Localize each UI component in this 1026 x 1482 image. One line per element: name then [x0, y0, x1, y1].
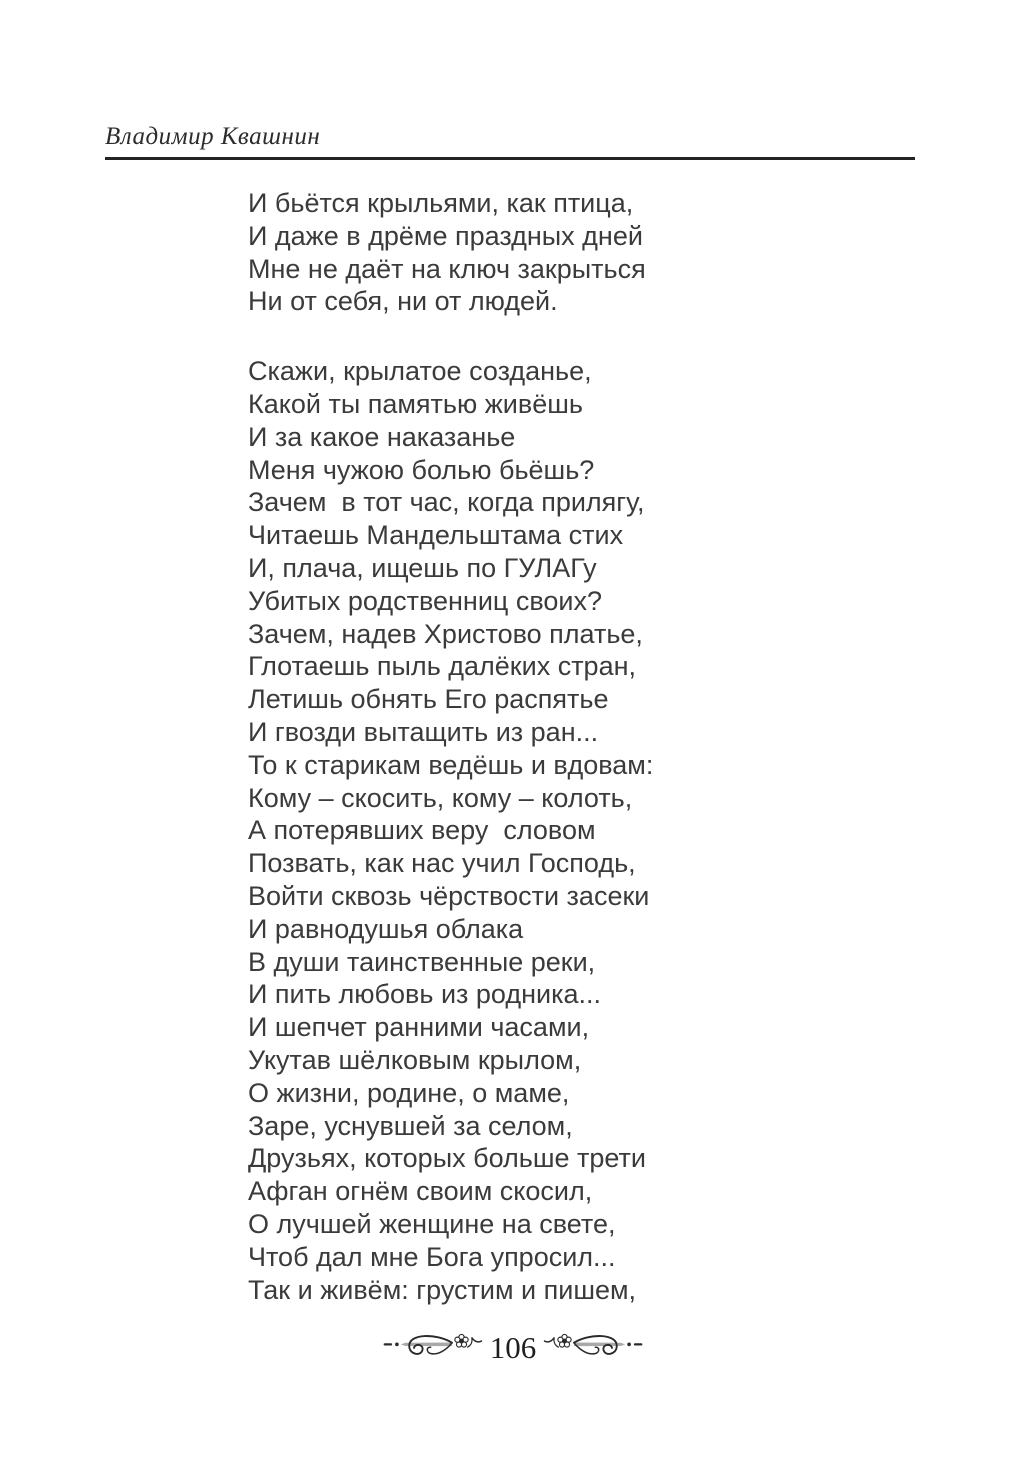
footer-flourish-right-icon	[543, 1328, 643, 1366]
poem-line: И за какое наказанье	[248, 421, 516, 452]
poem-line: Меня чужою болью бьёшь?	[248, 454, 595, 485]
poem-line: Летишь обнять Его распятье	[248, 684, 609, 715]
poem-line: И даже в дрёме праздных дней	[248, 220, 643, 251]
poem-line: Мне не даёт на ключ закрыться	[248, 253, 646, 284]
page-number: 106	[489, 1329, 537, 1365]
rosette-icon	[455, 1334, 468, 1347]
footer-flourish-left-icon	[383, 1328, 483, 1366]
poem-line: То к старикам ведёшь и вдовам:	[248, 749, 654, 780]
stanza	[248, 355, 653, 1306]
poem-line: Зачем в тот час, когда прилягу,	[248, 487, 645, 518]
poem-line: И гвозди вытащить из ран...	[248, 716, 599, 747]
poem-line: Ни от себя, ни от людей.	[248, 286, 558, 317]
poem-line: Войти сквозь чёрствости засеки	[248, 880, 650, 911]
header-rule	[105, 157, 915, 160]
poem-line: Заре, уснувшей за селом,	[248, 1110, 573, 1141]
poem-line: И бьётся крыльями, как птица,	[248, 188, 634, 218]
poem-line: И, плача, ищешь по ГУЛАГу	[248, 552, 597, 583]
poem-line: А потерявших веру словом	[248, 815, 596, 846]
running-header-author: Владимир Квашнин	[105, 123, 321, 150]
poem-line: И шепчет ранними часами,	[248, 1012, 590, 1043]
poem-line: Позвать, как нас учил Господь,	[248, 848, 636, 879]
rosette-icon	[558, 1334, 571, 1347]
poem-line: Зачем, надев Христово платье,	[248, 618, 643, 649]
poem-line: Скажи, крылатое созданье,	[248, 356, 592, 387]
poem-line: О жизни, родине, о маме,	[248, 1077, 570, 1108]
poem-line: Афган огнём своим скосил,	[248, 1176, 593, 1207]
poem-line: И равнодушья облака	[248, 913, 524, 944]
poem-line: Укутав шёлковым крылом,	[248, 1044, 582, 1075]
poem-line: В души таинственные реки,	[248, 946, 596, 977]
poem-line: Так и живём: грустим и пишем,	[248, 1274, 637, 1305]
stanza	[248, 187, 653, 318]
poem-line: Какой ты памятью живёшь	[248, 388, 583, 419]
poem	[248, 187, 653, 1306]
page-footer	[0, 1325, 1026, 1369]
poem-line: Чтоб дал мне Бога упросил...	[248, 1241, 616, 1272]
poem-line: И пить любовь из родника...	[248, 979, 602, 1010]
poem-line: Убитых родственниц своих?	[248, 585, 603, 616]
poem-line: Читаешь Мандельштама стих	[248, 520, 624, 551]
poem-line: Глотаешь пыль далёких стран,	[248, 651, 637, 682]
poem-line: Кому – скосить, кому – колоть,	[248, 782, 633, 813]
poem-line: Друзьях, которых больше трети	[248, 1143, 646, 1174]
poem-line: О лучшей женщине на свете,	[248, 1208, 616, 1239]
